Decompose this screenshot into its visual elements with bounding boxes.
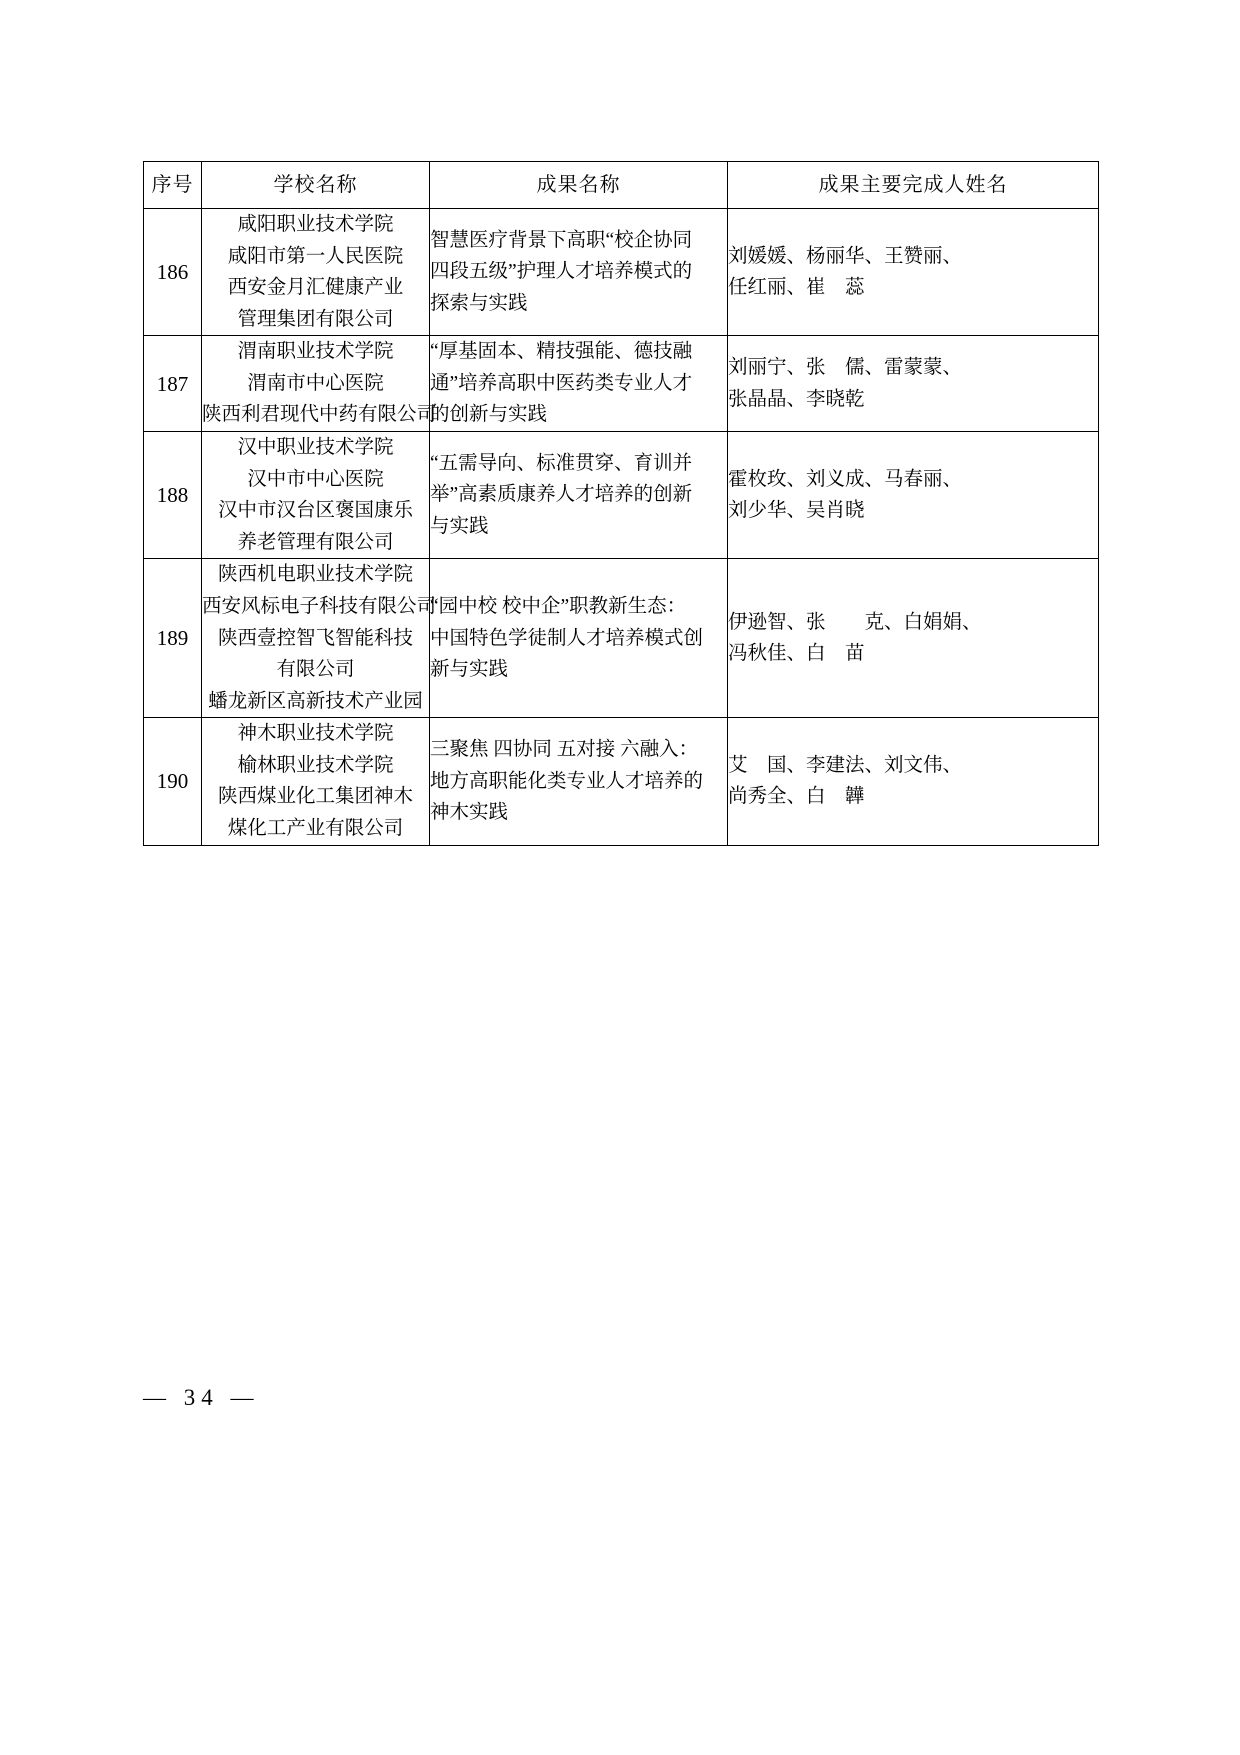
- text-line: 咸阳市第一人民医院: [227, 245, 404, 267]
- cell-people: [728, 432, 1099, 559]
- text-line: 陕西利君现代中药有限公司: [202, 404, 437, 426]
- cell-school: [202, 559, 437, 718]
- text-line: 四段五级”护理人才培养模式的: [430, 261, 693, 283]
- text-line: 举”高素质康养人才培养的创新: [430, 484, 693, 506]
- text-line: 智慧医疗背景下高职“校企协同: [430, 229, 693, 251]
- table-row: [144, 718, 1099, 845]
- text-line: 陕西机电职业技术学院: [217, 564, 413, 586]
- text-line: 探索与实践: [430, 292, 528, 314]
- text-line: 三聚焦 四协同 五对接 六融入：: [430, 739, 699, 761]
- text-line: 中国特色学徒制人才培养模式创: [430, 627, 704, 649]
- header-label-school: 学校名称: [273, 174, 358, 196]
- text-line: 的创新与实践: [430, 404, 548, 426]
- cell-people: [728, 559, 1099, 718]
- text-line: 任红丽、崔 蕊: [728, 277, 865, 299]
- cell-result: [430, 718, 728, 845]
- text-line: 西安金月汇健康产业: [227, 277, 404, 299]
- table-header: [144, 162, 1099, 209]
- table-body: [144, 209, 1099, 846]
- cell-index: 186: [144, 209, 202, 336]
- cell-result: [430, 209, 728, 336]
- text-line: 渭南市中心医院: [247, 372, 384, 394]
- text-line: 汉中市中心医院: [247, 468, 384, 490]
- text-line: 渭南职业技术学院: [237, 341, 394, 363]
- header-cell-result: [430, 162, 728, 209]
- text-line: 伊逊智、张 克、白娟娟、: [728, 611, 982, 633]
- text-line: 咸阳职业技术学院: [237, 214, 394, 235]
- cell-school: [202, 209, 430, 336]
- text-line: 西安风标电子科技有限公司: [202, 595, 437, 617]
- header-label-index: 序号: [151, 174, 194, 196]
- text-line: 与实践: [430, 515, 489, 537]
- text-line: 神木实践: [430, 802, 509, 824]
- text-line: 养老管理有限公司: [237, 531, 394, 553]
- text-line: 汉中市汉台区褒国康乐: [217, 500, 413, 522]
- text-line: 刘媛媛、杨丽华、王赞丽、: [728, 245, 963, 267]
- cell-result: [430, 336, 728, 432]
- cell-result: [430, 432, 728, 559]
- header-cell-school: [202, 162, 430, 209]
- cell-index: 190: [144, 718, 202, 845]
- results-table: [143, 161, 1099, 846]
- cell-result: [430, 559, 728, 718]
- text-line: “五需导向、标准贯穿、育训并: [430, 452, 693, 474]
- table-header-row: [144, 162, 1099, 209]
- text-line: 蟠龙新区高新技术产业园: [208, 690, 423, 712]
- cell-people: [728, 336, 1099, 432]
- text-line: 通”培养高职中医药类专业人才: [430, 372, 693, 394]
- text-line: 地方高职能化类专业人才培养的: [430, 770, 704, 792]
- page-number: — 34 —: [143, 1385, 260, 1410]
- text-line: 张晶晶、李晓乾: [728, 388, 865, 410]
- text-line: 新与实践: [430, 659, 509, 681]
- cell-school: [202, 718, 430, 845]
- cell-index: 188: [144, 432, 202, 559]
- text-line: 榆林职业技术学院: [237, 754, 394, 776]
- cell-people: [728, 718, 1099, 845]
- text-line: 刘丽宁、张 儒、雷蒙蒙、: [728, 357, 963, 379]
- text-line: 艾 国、李建法、刘文伟、: [728, 754, 963, 776]
- text-line: 冯秋佳、白 苗: [728, 643, 865, 665]
- text-line: 尚秀全、白 韡: [728, 786, 865, 808]
- text-line: 陕西煤业化工集团神木: [217, 786, 413, 808]
- header-label-result: 成果名称: [536, 174, 621, 196]
- text-line: 汉中职业技术学院: [237, 437, 394, 459]
- header-label-people: 成果主要完成人姓名: [818, 174, 1008, 196]
- cell-school: [202, 336, 437, 432]
- table-row: [144, 209, 1099, 336]
- table-row: [144, 559, 1099, 718]
- text-line: 管理集团有限公司: [237, 308, 394, 330]
- header-cell-people: [728, 162, 1099, 209]
- table-row: [144, 432, 1099, 559]
- cell-school: [202, 432, 430, 559]
- cell-index: 187: [144, 336, 202, 432]
- table-row: [144, 336, 1099, 432]
- cell-index: 189: [144, 559, 202, 718]
- text-line: 神木职业技术学院: [237, 723, 394, 745]
- header-cell-index: [144, 162, 202, 209]
- text-line: “园中校 校中企”职教新生态：: [430, 595, 687, 617]
- text-line: 霍枚玫、刘义成、马春丽、: [728, 468, 963, 490]
- text-line: “厚基固本、精技强能、德技融: [430, 341, 693, 363]
- text-line: 陕西壹控智飞智能科技: [217, 627, 413, 649]
- text-line: 有限公司: [276, 659, 355, 681]
- text-line: 刘少华、吴肖晓: [728, 500, 865, 522]
- text-line: 煤化工产业有限公司: [227, 817, 404, 839]
- cell-people: [728, 209, 1099, 336]
